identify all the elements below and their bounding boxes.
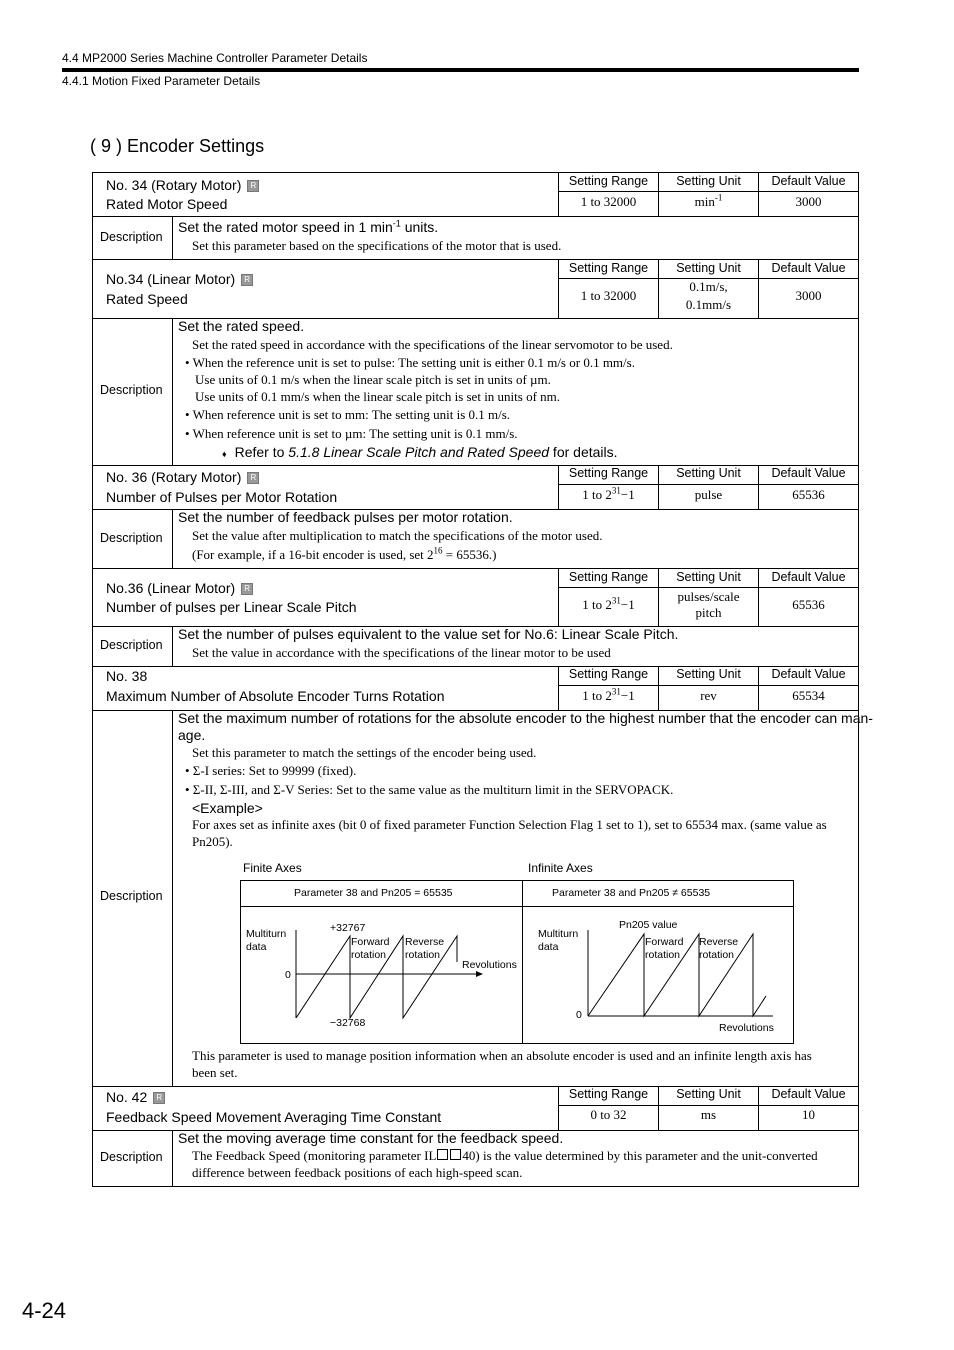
setting-unit-value: pulse bbox=[694, 487, 723, 502]
finite-revolutions-label: Revolutions bbox=[462, 959, 517, 971]
forward-rotation-label: rotation bbox=[645, 949, 681, 961]
col-default-value: Default Value bbox=[771, 174, 846, 188]
col-setting-unit: Setting Unit bbox=[676, 466, 741, 480]
default-value: 10 bbox=[802, 1107, 815, 1122]
description-text: difference between feedback positions of each high-speed scan. bbox=[192, 1165, 523, 1180]
col-setting-unit: Setting Unit bbox=[676, 1087, 741, 1101]
description-text: Set the value in accordance with the specifications of the linear motor to be used bbox=[192, 645, 611, 660]
r-badge-icon: R bbox=[247, 472, 259, 484]
finite-axes-label: Finite Axes bbox=[243, 861, 302, 875]
description-text: (For example, if a 16-bit encoder is used, set $2^{16} = 65536$.) bbox=[192, 545, 497, 562]
description-text: Set this parameter to match the settings of the encoder being used. bbox=[192, 745, 537, 760]
placeholder-box-icon bbox=[437, 1149, 448, 1160]
param-name: No. 38 bbox=[106, 668, 148, 684]
finite-multiturn-label: Multiturn bbox=[246, 928, 287, 940]
col-setting-range: Setting Range bbox=[568, 1087, 649, 1101]
forward-rotation-label: Forward bbox=[645, 936, 684, 948]
header-rule bbox=[62, 68, 859, 72]
section-title: ( 9 ) Encoder Settings bbox=[90, 136, 265, 156]
description-bullet: • When reference unit is set to mm: The setting unit is 0.1 m/s. bbox=[185, 407, 511, 422]
reverse-rotation-label: Reverse bbox=[699, 936, 739, 948]
finite-max-label: +32767 bbox=[330, 922, 366, 934]
col-default-value: Default Value bbox=[771, 466, 846, 480]
description-main: Set the number of feedback pulses per motor rotation. bbox=[178, 509, 513, 525]
finite-zero-label: 0 bbox=[285, 969, 291, 981]
description-text: Use units of 0.1 m/s when the linear scale pitch is set in units of µm. bbox=[195, 372, 551, 387]
col-default-value: Default Value bbox=[771, 667, 846, 681]
description-label: Description bbox=[100, 230, 163, 244]
setting-unit-value-2: pitch bbox=[695, 605, 722, 620]
param-title: Rated Motor Speed bbox=[106, 196, 228, 212]
infinite-multiturn-label: Multiturn bbox=[538, 928, 579, 940]
param-name: No. 34 (Rotary Motor) bbox=[106, 177, 242, 193]
param-name: No.36 (Linear Motor) bbox=[106, 580, 236, 596]
default-value: 65536 bbox=[792, 597, 825, 612]
description-text: Set the rated speed in accordance with the specifications of the linear servomotor to be used. bbox=[192, 337, 673, 352]
description-main: Set the rated speed. bbox=[178, 318, 305, 334]
infinite-zero-label: 0 bbox=[576, 1009, 582, 1021]
setting-range-value: 0 to 32 bbox=[590, 1107, 627, 1122]
setting-range-value: 1 to 32000 bbox=[580, 194, 637, 209]
reference-link: 5.1.8 Linear Scale Pitch and Rated Speed bbox=[288, 444, 550, 460]
r-badge-icon: R bbox=[153, 1092, 165, 1104]
description-bullet: • Σ-II, Σ-III, and Σ-V Series: Set to the same value as the multiturn limit in the SERVOPACK. bbox=[185, 782, 674, 797]
col-setting-range: Setting Range bbox=[568, 466, 649, 480]
reverse-rotation-label: Reverse bbox=[405, 936, 445, 948]
col-setting-unit: Setting Unit bbox=[676, 174, 741, 188]
default-value: 65534 bbox=[792, 688, 825, 703]
description-label: Description bbox=[100, 638, 163, 652]
description-text: been set. bbox=[192, 1065, 238, 1080]
infinite-diagram-header: Parameter 38 and Pn205 ≠ 65535 bbox=[552, 887, 711, 899]
running-header-section: 4.4 MP2000 Series Machine Controller Parameter Details bbox=[62, 51, 368, 65]
page-number: 4-24 bbox=[22, 1298, 67, 1323]
param-title: Number of pulses per Linear Scale Pitch bbox=[106, 599, 357, 615]
description-label: Description bbox=[100, 1150, 163, 1164]
r-badge-icon: R bbox=[241, 274, 253, 286]
default-value: 3000 bbox=[795, 194, 822, 209]
description-label: Description bbox=[100, 531, 163, 545]
col-setting-range: Setting Range bbox=[568, 261, 649, 275]
col-setting-range: Setting Range bbox=[568, 667, 649, 681]
description-bullet: • Σ-I series: Set to 99999 (fixed). bbox=[185, 763, 357, 778]
pn205-value-label: Pn205 value bbox=[619, 919, 678, 931]
description-label: Description bbox=[100, 383, 163, 397]
param-name: No.34 (Linear Motor) bbox=[106, 271, 236, 287]
default-value: 3000 bbox=[795, 288, 822, 303]
setting-range-value: 1 to 32000 bbox=[580, 288, 637, 303]
setting-unit-value-1: pulses/scale bbox=[677, 589, 740, 604]
setting-unit-value: rev bbox=[700, 688, 717, 703]
finite-multiturn-label: data bbox=[246, 941, 267, 953]
reverse-rotation-label: rotation bbox=[699, 949, 735, 961]
description-main: age. bbox=[178, 727, 206, 743]
placeholder-box-icon bbox=[450, 1149, 461, 1160]
param-title: Maximum Number of Absolute Encoder Turns Rotation bbox=[106, 688, 445, 704]
multiturn-data-graphs bbox=[240, 906, 794, 1044]
description-text: For axes set as infinite axes (bit 0 of fixed parameter Function Selection Flag 1 set to 1), set to 65534 max. (same value as bbox=[192, 817, 827, 832]
reference-note: ♦ Refer to 5.1.8 Linear Scale Pitch and Rated Speed for details. bbox=[222, 444, 618, 460]
description-main: Set the moving average time constant for the feedback speed. bbox=[178, 1130, 564, 1146]
setting-unit-value: ms bbox=[700, 1107, 717, 1122]
setting-range-value: 1 to $2^{31}-1$ bbox=[582, 595, 635, 612]
description-label: Description bbox=[100, 889, 163, 903]
col-setting-range: Setting Range bbox=[568, 570, 649, 584]
param-title: Number of Pulses per Motor Rotation bbox=[106, 489, 338, 505]
setting-unit-value-1: 0.1m/s, bbox=[689, 279, 728, 294]
col-default-value: Default Value bbox=[771, 1087, 846, 1101]
description-text: Use units of 0.1 mm/s when the linear scale pitch is set in units of nm. bbox=[195, 389, 561, 404]
param-title: Feedback Speed Movement Averaging Time Constant bbox=[106, 1109, 442, 1125]
description-bullet: • When the reference unit is set to pulse: The setting unit is either 0.1 m/s or 0.1 mm/s. bbox=[185, 355, 635, 370]
description-bullet: • When reference unit is set to µm: The setting unit is 0.1 mm/s. bbox=[185, 426, 518, 441]
example-label: <Example> bbox=[192, 800, 263, 816]
description-text: Set the value after multiplication to match the specifications of the motor used. bbox=[192, 528, 603, 543]
description-text: The Feedback Speed (monitoring parameter IL 40) is the value determined by this parameter and the unit-converted bbox=[192, 1148, 818, 1163]
arrow-icon bbox=[476, 971, 483, 977]
description-text: Pn205). bbox=[192, 834, 233, 849]
col-default-value: Default Value bbox=[771, 261, 846, 275]
col-setting-range: Setting Range bbox=[568, 174, 649, 188]
finite-diagram-header: Parameter 38 and Pn205 = 65535 bbox=[294, 887, 453, 899]
reverse-rotation-label: rotation bbox=[405, 949, 441, 961]
col-setting-unit: Setting Unit bbox=[676, 570, 741, 584]
setting-unit-value: $\min^{-1}$ bbox=[694, 192, 723, 209]
param-title: Rated Speed bbox=[106, 291, 188, 307]
infinite-axes-label: Infinite Axes bbox=[528, 861, 593, 875]
forward-rotation-label: rotation bbox=[351, 949, 387, 961]
description-main: Set the number of pulses equivalent to the value set for No.6: Linear Scale Pitch. bbox=[178, 626, 679, 642]
param-name: No. 36 (Rotary Motor) bbox=[106, 469, 242, 485]
description-main: Set the rated motor speed in 1 $\min^{-1}$ units. bbox=[178, 218, 439, 235]
r-badge-icon: R bbox=[241, 583, 253, 595]
infinite-multiturn-label: data bbox=[538, 941, 559, 953]
description-text: This parameter is used to manage position information when an absolute encoder is used and an infinite length axis has bbox=[192, 1048, 812, 1063]
setting-unit-value-2: 0.1mm/s bbox=[685, 297, 732, 312]
col-setting-unit: Setting Unit bbox=[676, 261, 741, 275]
running-header-subsection: 4.4.1 Motion Fixed Parameter Details bbox=[62, 74, 261, 88]
default-value: 65536 bbox=[792, 487, 825, 502]
description-text: Set this parameter based on the specifications of the motor that is used. bbox=[192, 238, 562, 253]
description-main: Set the maximum number of rotations for the absolute encoder to the highest number that the encoder can man- bbox=[178, 710, 873, 726]
r-badge-icon: R bbox=[247, 180, 259, 192]
finite-min-label: −32768 bbox=[330, 1017, 366, 1029]
col-default-value: Default Value bbox=[771, 570, 846, 584]
setting-range-value: 1 to $2^{31}-1$ bbox=[582, 485, 635, 502]
setting-range-value: 1 to $2^{31}-1$ bbox=[582, 686, 635, 703]
infinite-revolutions-label: Revolutions bbox=[719, 1022, 774, 1034]
col-setting-unit: Setting Unit bbox=[676, 667, 741, 681]
param-name: No. 42 bbox=[106, 1089, 148, 1105]
forward-rotation-label: Forward bbox=[351, 936, 390, 948]
